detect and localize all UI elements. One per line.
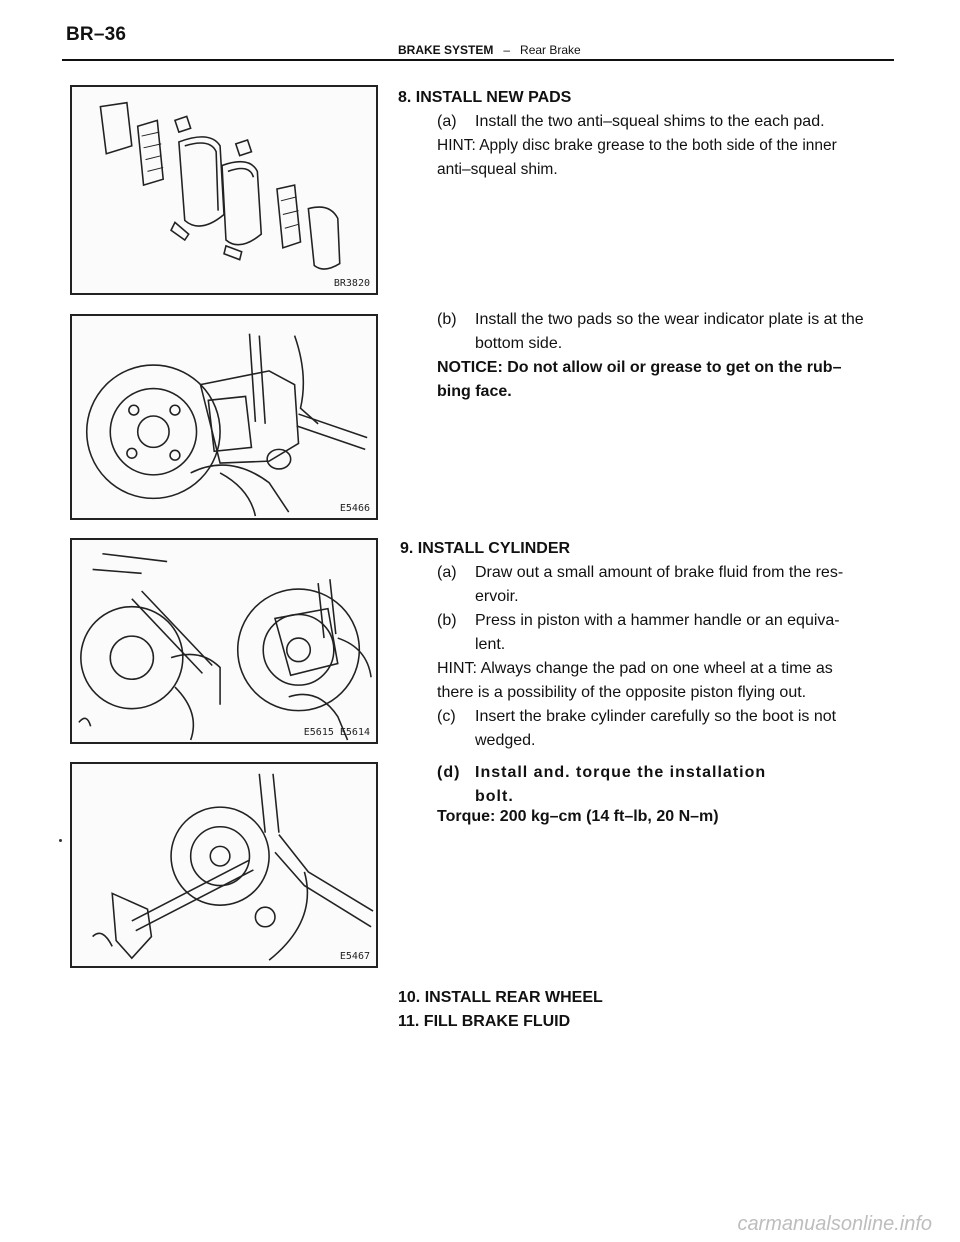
step-9b-label: (b): [437, 612, 457, 629]
step-9-torque: Torque: 200 kg–cm (14 ft–lb, 20 N–m): [437, 808, 719, 825]
step-8a: [437, 110, 867, 134]
header-rule: [62, 59, 894, 61]
figure-torque-bolt: [70, 762, 378, 968]
step-11-title: 11. FILL BRAKE FLUID: [398, 1013, 571, 1030]
step-9d-label: (d): [437, 764, 461, 781]
section-title: BRAKE SYSTEM: [398, 43, 494, 57]
step-9c-label: (c): [437, 708, 456, 725]
step-9-title: 9. INSTALL CYLINDER: [400, 540, 571, 557]
step-8-title: 8. INSTALL NEW PADS: [398, 89, 572, 106]
step-9-hint: HINT: Always change the pad on one wheel at a time as there is a possibility of the opposite piston flying out.: [437, 660, 833, 701]
subsection-title: Rear Brake: [520, 43, 581, 57]
step-9a-text: Draw out a small amount of brake fluid from the res- ervoir.: [475, 564, 844, 605]
step-9a: [437, 561, 869, 609]
step-8b-text: Install the two pads so the wear indicator plate is at the bottom side.: [475, 311, 864, 352]
pads-shims-illustration: [72, 87, 376, 293]
figure-code: BR3820: [333, 278, 370, 289]
step-10-title: 10. INSTALL REAR WHEEL: [398, 989, 603, 1006]
step-9b: [437, 609, 869, 657]
watermark-link[interactable]: carmanualsonline.info: [737, 1213, 932, 1235]
figure-code: E5467: [339, 951, 370, 962]
install-pads-illustration: [72, 316, 376, 518]
step-8-hint: HINT: Apply disc brake grease to the both side of the inner anti–squeal shim.: [437, 137, 837, 178]
step-8-notice: NOTICE: Do not allow oil or grease to get on the rub– bing face.: [437, 359, 842, 400]
step-9a-label: (a): [437, 564, 457, 581]
step-8a-label: (a): [437, 113, 457, 130]
figure-install-cylinder: [70, 538, 378, 744]
step-9b-text: Press in piston with a hammer handle or an equiva- lent.: [475, 612, 840, 653]
step-8b: [437, 308, 869, 356]
section-heading: [398, 43, 581, 57]
section-separator: –: [503, 43, 511, 57]
install-cylinder-illustration: [72, 540, 376, 742]
figure-code: E5615 E5614: [303, 727, 370, 738]
step-9d-text: Install and. torque the installation bolt.: [475, 764, 767, 805]
step-9c-text: Insert the brake cylinder carefully so the boot is not wedged.: [475, 708, 837, 749]
stray-mark: [59, 839, 62, 842]
figure-install-pads: [70, 314, 378, 520]
torque-bolt-illustration: [72, 764, 376, 966]
step-8b-label: (b): [437, 311, 457, 328]
figure-code: E5466: [339, 503, 370, 514]
step-9c: [437, 705, 869, 753]
step-9d: [437, 761, 797, 809]
page-code: BR–36: [66, 24, 127, 45]
figure-pads-shims: [70, 85, 378, 295]
step-8a-text: Install the two anti–squeal shims to the each pad.: [475, 113, 825, 130]
